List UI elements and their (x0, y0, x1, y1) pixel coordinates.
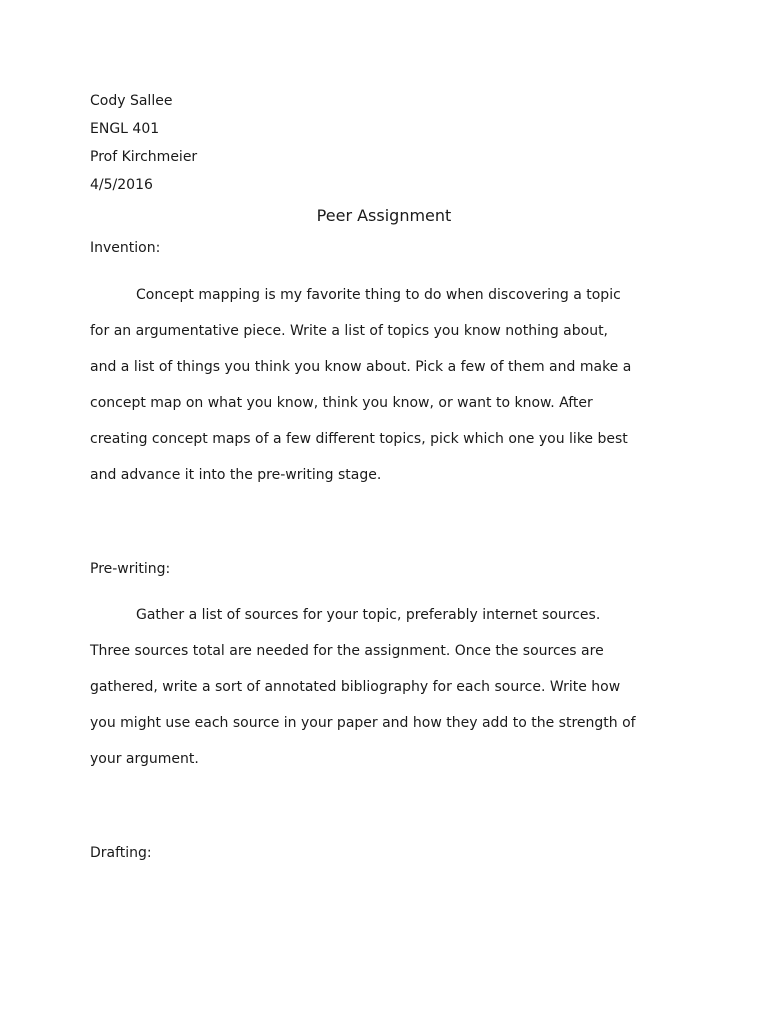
author-name: Cody Sallee (90, 93, 173, 109)
paragraph-line: and advance it into the pre-writing stage. (90, 467, 382, 483)
paragraph-line: you might use each source in your paper and how they add to the strength of (90, 715, 636, 731)
paragraph-line: gathered, write a sort of annotated bibliography for each source. Write how (90, 679, 621, 695)
section-heading-drafting: Drafting: (90, 845, 152, 861)
paragraph-line: for an argumentative piece. Write a list of topics you know nothing about, (90, 323, 609, 339)
section-heading-pre-writing: Pre-writing: (90, 561, 171, 577)
professor-name: Prof Kirchmeier (90, 149, 198, 165)
paragraph-line: Three sources total are needed for the assignment. Once the sources are (90, 643, 604, 659)
course-name: ENGL 401 (90, 121, 160, 137)
section-heading-invention: Invention: (90, 240, 161, 256)
document-title: Peer Assignment (316, 206, 452, 225)
document-date: 4/5/2016 (90, 177, 153, 193)
paragraph-line: your argument. (90, 751, 199, 767)
paragraph-line: Gather a list of sources for your topic, preferably internet sources. (136, 607, 601, 623)
paragraph-line: concept map on what you know, think you know, or want to know. After (90, 395, 593, 411)
paragraph-line: creating concept maps of a few different topics, pick which one you like best (90, 431, 628, 447)
paragraph-line: Concept mapping is my favorite thing to do when discovering a topic (136, 287, 621, 303)
paragraph-line: and a list of things you think you know about. Pick a few of them and make a (90, 359, 632, 375)
